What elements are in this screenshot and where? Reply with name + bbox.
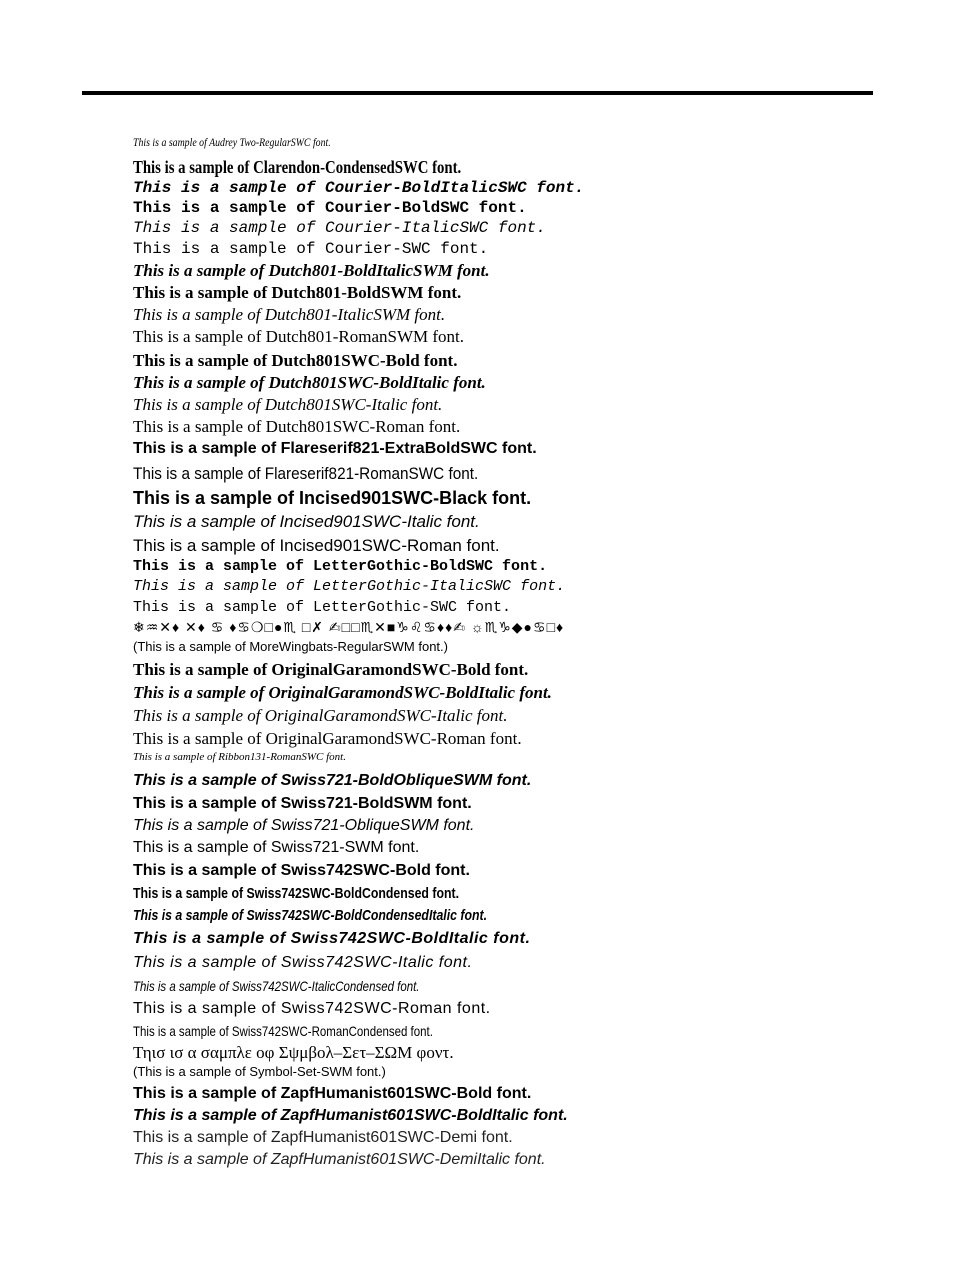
sample-flareserif821-roman: This is a sample of Flareserif821-RomanSWC font. xyxy=(133,464,479,483)
header-rule xyxy=(82,91,873,95)
sample-lettergothic: This is a sample of LetterGothic-SWC font. xyxy=(133,599,512,616)
sample-swiss742-italic-condensed: This is a sample of Swiss742SWC-ItalicCondensed font. xyxy=(133,978,420,994)
sample-symbol-set-glyphs: Τηισ ισ α σαμπλε οφ Σψμβολ–Σετ–ΣΩΜ φοντ. xyxy=(133,1043,454,1062)
sample-morewingbats-glyphs: ❄♒✕♦ ✕♦ ♋ ♦♋❍□●♏ □✗ ✍□□♏✕■♑♌♋♦♦✍ ☼♏♑◆●♋□♦ xyxy=(133,619,565,635)
sample-swiss742-italic: This is a sample of Swiss742SWC-Italic font. xyxy=(133,954,473,971)
sample-symbol-set-caption: (This is a sample of Symbol-Set-SWM font.) xyxy=(133,1064,386,1079)
sample-swiss721-oblique: This is a sample of Swiss721-ObliqueSWM font. xyxy=(133,817,475,834)
sample-zapfhumanist601-bold-italic: This is a sample of ZapfHumanist601SWC-BoldItalic font. xyxy=(133,1107,568,1124)
sample-originalgaramond-bold-italic: This is a sample of OriginalGaramondSWC-BoldItalic font. xyxy=(133,683,552,702)
sample-clarendon-condensed: This is a sample of Clarendon-CondensedSWC font. xyxy=(133,157,462,177)
sample-incised901-black: This is a sample of Incised901SWC-Black font. xyxy=(133,488,532,508)
sample-swiss721-bold: This is a sample of Swiss721-BoldSWM font. xyxy=(133,795,472,812)
sample-dutch801-italic-swm: This is a sample of Dutch801-ItalicSWM font. xyxy=(133,305,446,324)
sample-morewingbats-caption: (This is a sample of MoreWingbats-RegularSWM font.) xyxy=(133,639,448,654)
sample-swiss742-bold: This is a sample of Swiss742SWC-Bold font. xyxy=(133,862,470,879)
font-sample-list xyxy=(133,136,933,1174)
sample-zapfhumanist601-demi: This is a sample of ZapfHumanist601SWC-Demi font. xyxy=(133,1129,513,1146)
sample-dutch801-bold-italic-swm: This is a sample of Dutch801-BoldItalicSWM font. xyxy=(133,261,490,280)
sample-incised901-roman: This is a sample of Incised901SWC-Roman font. xyxy=(133,536,500,555)
sample-dutch801-roman-swm: This is a sample of Dutch801-RomanSWM font. xyxy=(133,327,464,346)
sample-originalgaramond-bold: This is a sample of OriginalGaramondSWC-Bold font. xyxy=(133,660,529,679)
sample-originalgaramond-italic: This is a sample of OriginalGaramondSWC-Italic font. xyxy=(133,706,508,725)
sample-lettergothic-italic: This is a sample of LetterGothic-ItalicSWC font. xyxy=(133,578,566,595)
sample-courier: This is a sample of Courier-SWC font. xyxy=(133,240,489,258)
sample-swiss742-bold-condensed: This is a sample of Swiss742SWC-BoldCondensed font. xyxy=(133,885,460,902)
sample-incised901-italic: This is a sample of Incised901SWC-Italic font. xyxy=(133,512,480,531)
sample-swiss742-bold-italic: This is a sample of Swiss742SWC-BoldItalic font. xyxy=(133,930,531,947)
sample-zapfhumanist601-bold: This is a sample of ZapfHumanist601SWC-Bold font. xyxy=(133,1085,532,1102)
sample-dutch801swc-bold: This is a sample of Dutch801SWC-Bold font. xyxy=(133,351,458,370)
sample-swiss721-bold-oblique: This is a sample of Swiss721-BoldObliqueSWM font. xyxy=(133,772,532,789)
sample-swiss742-bold-condensed-italic: This is a sample of Swiss742SWC-BoldCondensedItalic font. xyxy=(133,907,488,924)
sample-dutch801swc-italic: This is a sample of Dutch801SWC-Italic font. xyxy=(133,395,443,414)
sample-courier-bold-italic: This is a sample of Courier-BoldItalicSWC font. xyxy=(133,179,585,197)
sample-originalgaramond-roman: This is a sample of OriginalGaramondSWC-Roman font. xyxy=(133,729,522,748)
sample-audrey-two: This is a sample of Audrey Two-RegularSWC font. xyxy=(133,135,331,149)
sample-courier-italic: This is a sample of Courier-ItalicSWC font. xyxy=(133,219,546,237)
sample-flareserif821-extrabold: This is a sample of Flareserif821-ExtraBoldSWC font. xyxy=(133,440,537,457)
sample-courier-bold: This is a sample of Courier-BoldSWC font. xyxy=(133,199,527,217)
sample-dutch801swc-roman: This is a sample of Dutch801SWC-Roman font. xyxy=(133,417,461,436)
sample-zapfhumanist601-demi-italic: This is a sample of ZapfHumanist601SWC-DemiItalic font. xyxy=(133,1151,546,1168)
sample-lettergothic-bold: This is a sample of LetterGothic-BoldSWC font. xyxy=(133,558,548,575)
sample-dutch801swc-bold-italic: This is a sample of Dutch801SWC-BoldItalic font. xyxy=(133,373,486,392)
sample-swiss742-roman-condensed: This is a sample of Swiss742SWC-RomanCondensed font. xyxy=(133,1023,433,1039)
sample-swiss742-roman: This is a sample of Swiss742SWC-Roman font. xyxy=(133,1000,491,1017)
sample-swiss721: This is a sample of Swiss721-SWM font. xyxy=(133,839,420,856)
sample-ribbon131: This is a sample of Ribbon131-RomanSWC font. xyxy=(133,751,346,763)
sample-dutch801-bold-swm: This is a sample of Dutch801-BoldSWM font. xyxy=(133,283,462,302)
